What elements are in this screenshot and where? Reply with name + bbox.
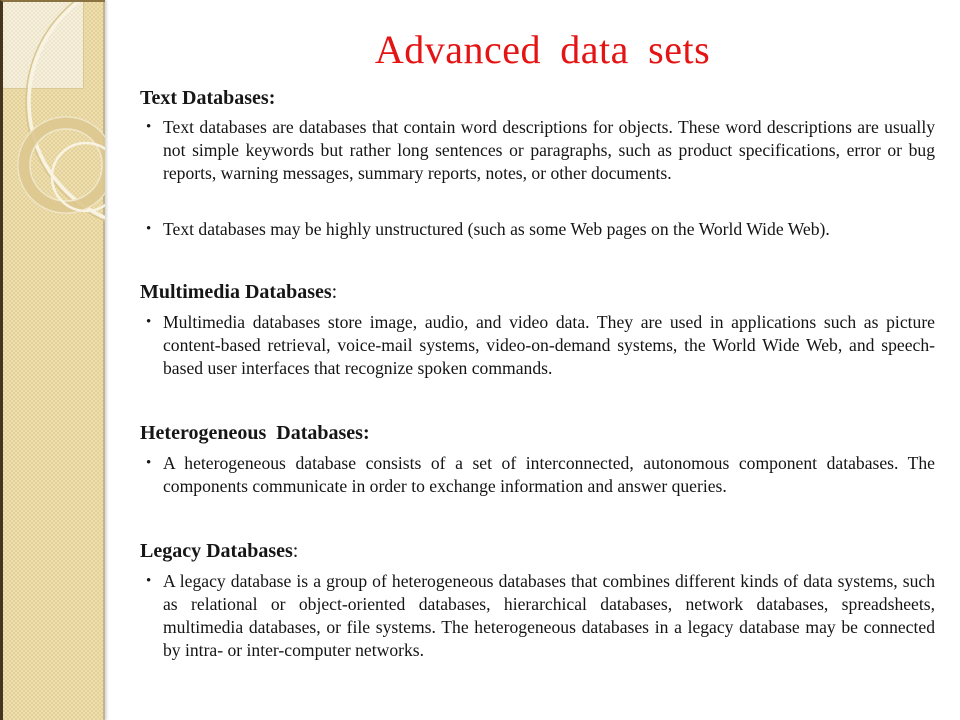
heading-label: Legacy Databases [140,540,293,562]
bullet-text: Text databases are databases that contain word descriptions for objects. These word descriptions are usually not simple keywords but rather long sentences or paragraphs, such as product specifications, error or bug reports, warning messages, summary reports, notes, or other documents. [163,117,935,183]
bullet-icon: • [146,314,152,330]
bullet-icon: • [146,119,152,135]
bullet-item [146,311,935,380]
bullet-text: A legacy database is a group of heterogeneous databases that combines different kinds of data systems, such as relational or object-oriented databases, hierarchical databases, network databases, spreadsheets, multimedia databases, or file systems. The heterogeneous databases in a legacy database may be connected by intra- or inter-computer networks. [163,571,935,660]
bullet-icon: • [146,455,152,471]
bullet-item [146,452,935,498]
bullet-text: Text databases may be highly unstructured (such as some Web pages on the World Wide Web). [163,219,830,239]
heading-label: Text Databases [140,87,269,109]
bullet-text: A heterogeneous database consists of a set of interconnected, autonomous component databases. The components communicate in order to exchange information and answer queries. [163,453,935,496]
section-heading-legacy-databases [140,540,930,563]
heading-colon: : [268,87,276,109]
slide-title: Advanced data sets [374,27,711,72]
section-heading-text-databases [140,87,930,110]
bullet-item [146,116,935,185]
heading-colon: : [362,422,370,444]
heading-label: Heterogeneous Databases [140,422,363,444]
heading-colon: : [331,281,338,303]
bullet-icon: • [146,221,152,237]
section-heading-multimedia-databases [140,281,930,304]
section-heading-heterogeneous-databases [140,422,930,445]
bullet-item [146,218,935,241]
sidebar-circles-ornament [3,2,105,720]
sidebar-decoration [0,0,105,720]
heading-label: Multimedia Databases [140,281,332,303]
heading-colon: : [292,540,299,562]
bullet-text: Multimedia databases store image, audio, and video data. They are used in applications such as picture content-based retrieval, voice-mail systems, video-on-demand systems, the World Wide Web, and speech-based user interfaces that recognize spoken commands. [163,312,935,378]
bullet-item [146,570,935,662]
bullet-icon: • [146,573,152,589]
